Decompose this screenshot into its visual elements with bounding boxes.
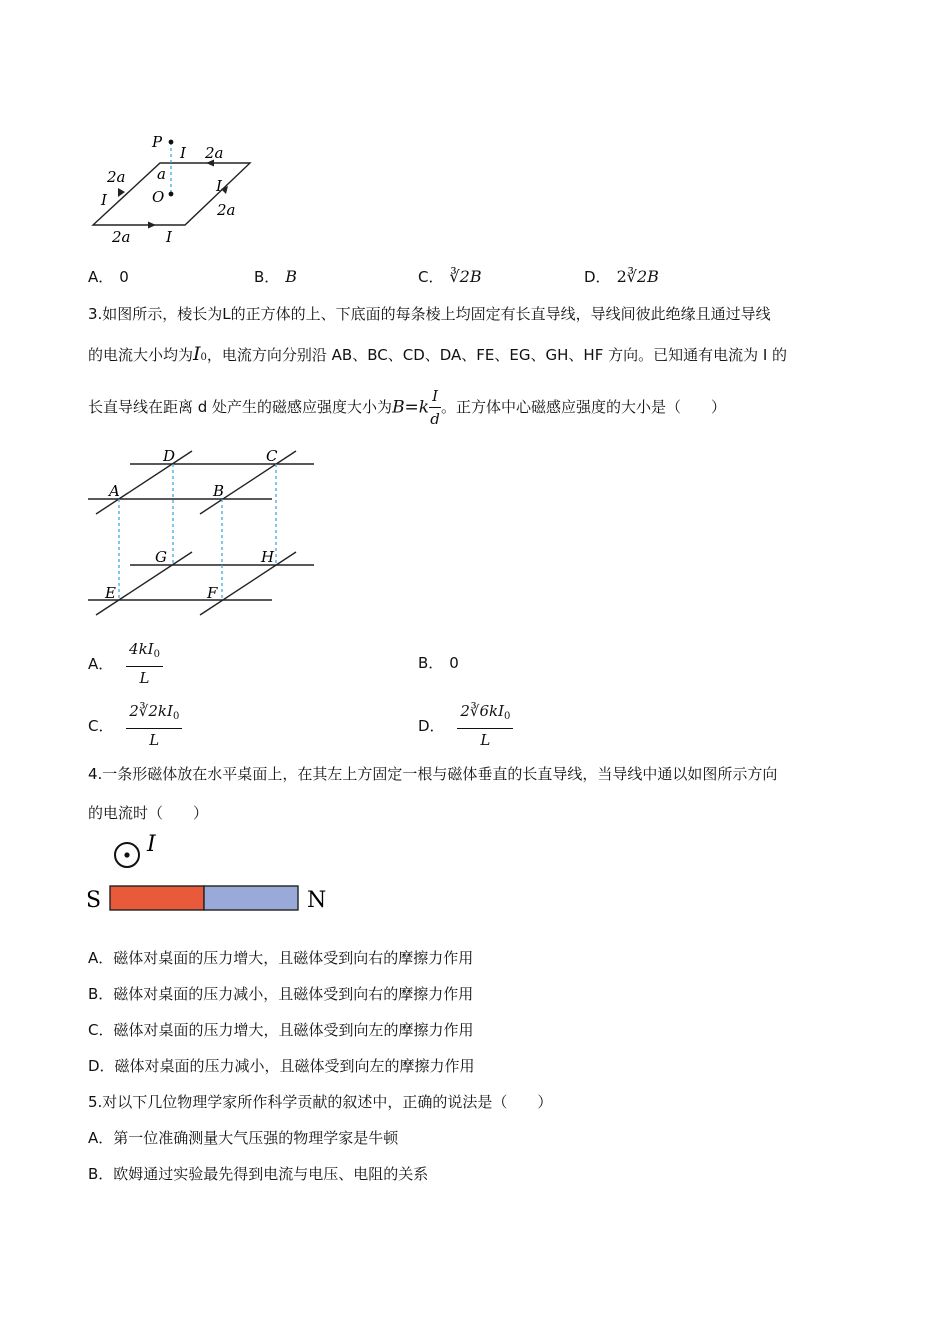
label-F: F [207, 584, 218, 602]
option-text: ∛2B [449, 267, 482, 286]
q5-option-b[interactable]: B．欧姆通过实验最先得到电流与电压、电阻的关系 [88, 1165, 429, 1183]
label-bottom-len: 2a [112, 228, 131, 246]
fraction-subscript: 0 [153, 649, 160, 660]
magnet-n-half [204, 886, 298, 910]
option-fraction [457, 700, 513, 751]
fraction-denominator: L [139, 669, 150, 687]
label-G: G [155, 548, 167, 566]
q2-option-d[interactable] [584, 266, 659, 287]
fraction-subscript: 0 [172, 711, 180, 722]
option-text: ∛2B [626, 267, 659, 286]
point-O [169, 192, 174, 197]
label-bottom-I: I [166, 228, 172, 246]
label-H: H [261, 548, 275, 566]
option-coef: 2 [616, 267, 627, 286]
label-P: P [152, 133, 163, 151]
option-label: C． [418, 268, 444, 286]
formula-denominator: d [430, 410, 440, 428]
q2-option-c[interactable] [418, 266, 482, 287]
label-E: E [105, 584, 116, 602]
label-D: D [163, 447, 176, 465]
q4-line-1: 4.一条形磁体放在水平桌面上，在其左上方固定一根与磁体垂直的长直导线，当导线中通以如图所示方向 [88, 765, 778, 783]
figure-cube-wires [82, 443, 322, 618]
label-C: C [266, 447, 278, 465]
label-left-len: 2a [107, 168, 126, 186]
option-text: 0 [449, 654, 459, 672]
formula-numerator: I [429, 385, 441, 408]
q3-line2-text-b: ，电流方向分别沿 AB、BC、CD、DA、FE、EG、GH、HF 方向。已知通有电流为 I 的 [206, 346, 788, 364]
formula-fraction [429, 385, 441, 430]
q3-line3-text-b: 。正方体中心磁感应强度的大小是（ ） [441, 398, 727, 416]
arrow-bottom [148, 222, 156, 229]
option-label: D． [584, 268, 611, 286]
label-a: a [157, 165, 166, 183]
q3-line3-text-a: 长直导线在距离 d 处产生的磁感应强度大小为 [88, 398, 393, 416]
option-label: B． [418, 654, 444, 672]
q3-option-c[interactable] [88, 700, 182, 751]
current-dot [124, 852, 129, 857]
q3-line2-text-a: 的电流大小均为 [88, 346, 194, 364]
label-A: A [109, 482, 120, 500]
q3-I0-subscript: 0 [200, 352, 207, 363]
option-text: 0 [119, 268, 129, 286]
label-O: O [152, 188, 165, 206]
label-S: S [86, 888, 102, 913]
q4-option-c[interactable]: C．磁体对桌面的压力增大，且磁体受到向左的摩擦力作用 [88, 1021, 474, 1039]
q3-option-b[interactable] [418, 652, 459, 673]
option-fraction [126, 638, 163, 689]
option-fraction [126, 700, 182, 751]
q3-option-d[interactable] [418, 700, 513, 751]
label-top-len: 2a [205, 144, 224, 162]
q3-line-1: 3.如图所示，棱长为L的正方体的上、下底面的每条棱上均固定有长直导线，导线间彼此绝缘且通过导线 [88, 305, 771, 323]
figure-current-loop [80, 128, 270, 248]
label-right-I: I [216, 177, 222, 195]
q2-option-b[interactable] [254, 266, 297, 287]
label-B: B [213, 482, 225, 500]
q5-option-a[interactable]: A．第一位准确测量大气压强的物理学家是牛顿 [88, 1129, 399, 1147]
point-P [169, 140, 174, 145]
vertical-edges [119, 464, 276, 600]
q3-I0-symbol: I [193, 343, 201, 365]
fraction-numerator: 4kI [129, 640, 154, 658]
fraction-denominator: L [149, 731, 160, 749]
q4-option-d[interactable]: D．磁体对桌面的压力减小，且磁体受到向左的摩擦力作用 [88, 1057, 475, 1075]
fraction-denominator: L [480, 731, 491, 749]
fraction-numerator: 2∛2kI [129, 702, 173, 720]
formula-lhs: B=k [392, 397, 430, 418]
option-text: B [285, 267, 298, 286]
q3-line-3 [88, 385, 726, 430]
label-N: N [307, 888, 327, 913]
q4-line-2: 的电流时（ ） [88, 804, 209, 822]
q3-option-a[interactable] [88, 638, 163, 689]
q5-line-1: 5.对以下几位物理学家所作科学贡献的叙述中，正确的说法是（ ） [88, 1093, 553, 1111]
label-left-I: I [101, 191, 107, 209]
label-current-I: I [147, 832, 156, 857]
label-right-len: 2a [217, 201, 236, 219]
option-label: D． [418, 717, 445, 735]
option-label: C． [88, 717, 114, 735]
option-label: B． [254, 268, 280, 286]
fraction-subscript: 0 [504, 711, 511, 722]
magnet-s-half [110, 886, 204, 910]
label-top-I: I [180, 144, 186, 162]
q4-option-a[interactable]: A．磁体对桌面的压力增大，且磁体受到向右的摩擦力作用 [88, 949, 474, 967]
q2-option-a[interactable] [88, 266, 129, 287]
q3-line-2 [88, 343, 787, 365]
cube-wires [88, 451, 314, 615]
q4-option-b[interactable]: B．磁体对桌面的压力减小，且磁体受到向右的摩擦力作用 [88, 985, 474, 1003]
figure-magnet-wire [82, 828, 342, 918]
fraction-numerator: 2∛6kI [460, 702, 505, 720]
option-label: A． [88, 268, 114, 286]
option-label: A． [88, 655, 114, 673]
